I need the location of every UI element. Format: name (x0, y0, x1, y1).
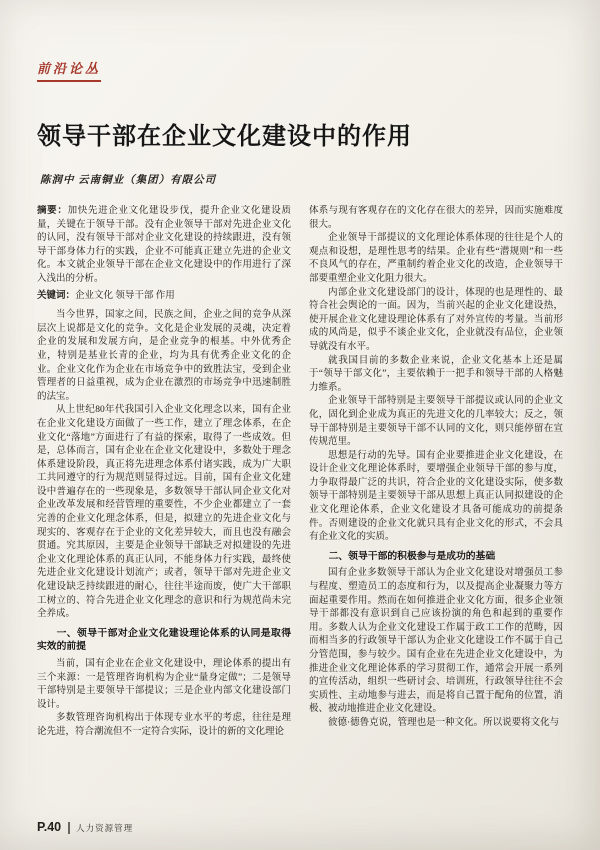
paragraph: 体系与现有客观存在的文化存在很大的差异，因而实施难度很大。 (309, 206, 563, 230)
left-column (37, 205, 291, 805)
paragraph: 企业领导干部特别是主要领导干部提议或认同的企业文化，固化到企业成为真正的先进文化的几率较大；反之，领导干部特别是主要领导干部不认同的文化，则只能停留在宣传规范里。 (309, 396, 563, 448)
paragraph: 当今世界，国家之间，民族之间，企业之间的竞争从深层次上说都是文化的竞争。文化是企业发展的灵魂，决定着企业的发展和发展方向，是企业竞争的根基。中外优秀企业，特别是基业长青的企业，均为具有优秀企业文化的企业。企业文化作为企业在市场竞争中的致胜法宝，受到企业管理者的日益重视，成为企业在激烈的市场竞争中迅速制胜的法宝。 (37, 310, 291, 402)
section-heading-2: 二、领导干部的积极参与是成功的基础 (328, 550, 496, 562)
byline: 陈润中 云南铜业（集团）有限公司 (40, 175, 217, 186)
column-tag: 前沿论丛 (37, 58, 101, 82)
paragraph: 当前，国有企业在企业文化建设中，理论体系的提出有三个来源：一是管理咨询机构为企业“量身定做”；二是领导干部特别是主要领导干部提议；三是企业内部文化建设部门设计。 (37, 659, 291, 710)
keywords (37, 290, 291, 304)
journal-name: 人力资源管理 (68, 822, 133, 834)
right-column (309, 205, 563, 805)
keywords-label: 关键词： (37, 290, 76, 301)
abstract-text: 加快先进企业文化建设步伐，提升企业文化建设质量，关键在于领导干部。没有企业领导干部对先进企业文化的认同，没有领导干部对企业文化建设的持续跟进，没有领导干部身体力行的实践，企业不可能真正建立先进的企业文化。本文就企业领导干部在企业文化建设中的作用进行了深入浅出的分析。 (37, 206, 291, 284)
paragraph: 从上世纪80年代我国引入企业文化理念以来，国有企业在企业文化建设方面做了一些工作，建立了理念体系，在企业文化“落地”方面进行了有益的探索，取得了一些成效。但是，总体而言，国有企业在企业文化建设中，多数处于理念体系建设阶段，真正将先进理念体系付诸实践，成为广大职工共同遵守的行为规范则显得过远。目前，国有企业文化建设中普遍存在的一些现象是，多数领导干部认同企业文化对企业改革发展和经营管理的重要性，不少企业都建立了一套完善的企业文化理念体系，但是，拟建立的先进企业文化与现实的、客观存在于企业的文化差异较大，而且也没有融会贯通。究其原因，主要是企业领导干部缺乏对拟建设的先进企业文化理论体系的真正认同，不能身体力行实践，最终使先进企业文化建设计划流产；或者，领导干部对先进企业文化建设缺乏持续跟进的耐心，往往半途而废，使广大干部职工树立的、符合先进企业文化理念的意识和行为规范尚未完全养成。 (37, 405, 291, 620)
section-heading-1: 一、领导干部对企业文化建设理论体系的认同是取得实效的前提 (37, 627, 291, 653)
paragraph: 彼德·德鲁克说，管理也是一种文化。所以说要将文化与 (328, 717, 560, 728)
article-title: 领导干部在企业文化建设中的作用 (37, 123, 412, 150)
page-footer (37, 820, 133, 834)
abstract (37, 205, 291, 287)
abstract-label: 摘要： (37, 206, 68, 216)
article-body (37, 205, 563, 805)
keywords-text: 企业文化 领导干部 作用 (75, 290, 175, 301)
paragraph: 国有企业多数领导干部认为企业文化建设对增强员工参与程度、塑造员工的态度和行为，以及提高企业凝聚力等方面起重要作用。然而在如何推进企业文化方面，很多企业领导干部都没有意识到自己应该扮演的角色和起到的重要作用。多数人认为企业文化建设工作属于政工工作的范畴，因而相当多的行政领导干部认为企业文化建设工作不属于自己分管范围，参与较少。国有企业在先进企业文化建设中，为推进企业文化理论体系的学习贯彻工作，通常会开展一系列的宣传活动，组织一些研讨会、培训班，行政领导往往不会实质性、主动地参与进去，而是将自己置于配角的位置，消极、被动地推进企业文化建设。 (309, 568, 563, 715)
paragraph: 企业领导干部提议的文化理论体系体现的往往是个人的观点和设想，是理性思考的结果。企业有些“潜规则”和一些不良风气的存在，严重制约着企业文化的改造，企业领导干部要重塑企业文化阻力很大。 (309, 233, 563, 284)
paragraph: 就我国目前的多数企业来说，企业文化基本上还是属于“领导干部文化”，主要依赖于一把手和领导干部的人格魅力维系。 (309, 355, 563, 393)
paragraph: 内部企业文化建设部门的设计，体现的也是理性的、最符合社会舆论的一面。因为，当前兴起的企业文化建设热，使开展企业文化建设理论体系有了对外宣传的考量。当前形成的风尚是，似乎不谈企业文化，企业就没有品位，企业领导就没有水平。 (309, 287, 563, 352)
paragraph: 思想是行动的先导。国有企业要推进企业文化建设，在设计企业文化理论体系时，要增强企业领导干部的参与度，力争取得最广泛的共识，符合企业的文化建设实际，使多数领导干部特别是主要领导干部从思想上真正认同拟建设的企业文化理论体系，企业文化建设才具备可能成功的前提条件。否则建设的企业文化就只具有企业文化的形式，不会具有企业文化的实质。 (309, 450, 563, 543)
page-number: P.40 (37, 820, 62, 834)
paragraph: 多数管理咨询机构出于体现专业水平的考虑，往往是理论先进，符合潮流但不一定符合实际，设计的新的文化理论 (37, 713, 291, 737)
